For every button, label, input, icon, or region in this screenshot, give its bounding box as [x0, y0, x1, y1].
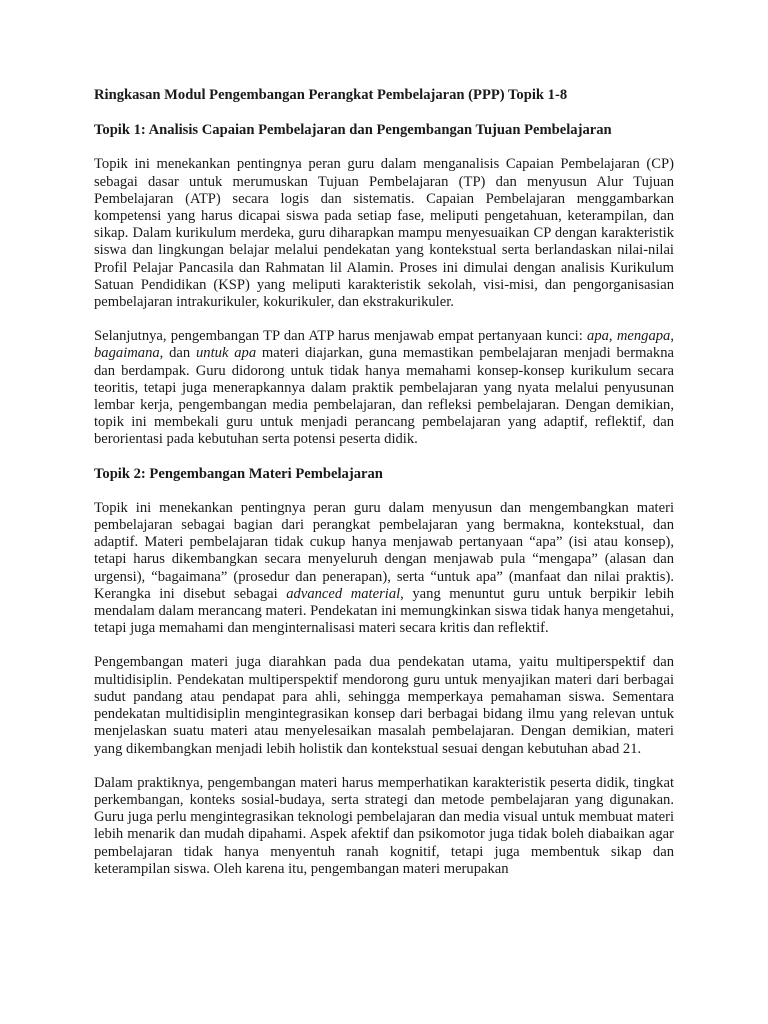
text-run: , yang menuntut guru untuk berpikir lebih mendalam dalam merancang materi. Pendekatan ini memungkinkan siswa tidak hanya mengetahui, tetapi juga memahami dan menginternalisasi materi secara kritis dan reflektif.	[94, 585, 674, 637]
text-run: ,	[670, 328, 674, 345]
document-page	[94, 87, 674, 895]
text-run: Topik ini menekankan pentingnya peran guru dalam menyusun dan mengembangkan materi pembelajaran sebagai bagian dari perangkat pembelajaran yang bermakna, kontekstual, dan adaptif. Materi pembelajaran tidak cukup hanya menjawab pertanyaan “apa” (isi atau konsep), tetapi harus dikembangkan secara menyeluruh dengan menjawab pula “mengapa” (alasan dan urgensi), “bagaimana” (prosedur dan penerapan), serta “untuk apa” (manfaat dan nilai praktis). Kerangka ini disebut sebagai	[94, 499, 674, 602]
document-title: Ringkasan Modul Pengembangan Perangkat Pembelajaran (PPP) Topik 1-8	[94, 87, 568, 103]
text-run: , dan	[159, 345, 196, 362]
text-run: materi diajarkan, guna memastikan pembelajaran menjadi bermakna dan berdampak. Guru didorong untuk tidak hanya memahami konsep-konsep kurikulum secara teoritis, tetapi juga menerapkannya dalam praktik pembelajaran yang nyata melalui penyusunan lembar kerja, pengembangan media pembelajaran, dan refleksi pembelajaran. Dengan demikian, topik ini membekali guru untuk menjadi perancang pembelajaran yang adaptif, reflektif, dan berorientasi pada kebutuhan serta potensi peserta didik.	[94, 345, 674, 448]
topic-2-heading: Topik 2: Pengembangan Materi Pembelajaran	[94, 465, 383, 482]
italic-term-mengapa: mengapa	[616, 328, 671, 345]
italic-term-advanced-material: advanced material	[286, 585, 401, 602]
topic-2-paragraph-2: Pengembangan materi juga diarahkan pada dua pendekatan utama, yaitu multiperspektif dan multidisiplin. Pendekatan multiperspektif mendorong guru untuk menyajikan materi dari berbagai sudut pandang atau pendapat para ahli, sehingga memperkaya pemahaman siswa. Sementara pendekatan multidisiplin mengintegrasikan konsep dari berbagai bidang ilmu yang relevan untuk menjelaskan suatu materi atau menyelesaikan masalah pembelajaran. Dengan demikian, materi yang dikembangkan menjadi lebih holistik dan kontekstual sesuai dengan kebutuhan abad 21.	[94, 654, 674, 757]
italic-term-bagaimana: bagaimana	[94, 345, 160, 362]
italic-term-untuk-apa: untuk apa	[196, 345, 257, 362]
text-run: Selanjutnya, pengembangan TP dan ATP harus menjawab empat pertanyaan kunci:	[94, 328, 588, 345]
topic-2-paragraph-3: Dalam praktiknya, pengembangan materi harus memperhatikan karakteristik peserta didik, tingkat perkembangan, konteks sosial-budaya, serta strategi dan metode pembelajaran yang digunakan. Guru juga perlu mengintegrasikan teknologi pembelajaran dan media visual untuk membuat materi lebih menarik dan mudah dipahami. Aspek afektif dan psikomotor juga tidak boleh diabaikan agar pembelajaran tidak hanya menyentuh ranah kognitif, tetapi juga membentuk sikap dan keterampilan siswa. Oleh karena itu, pengembangan materi merupakan	[94, 774, 674, 877]
topic-1-paragraph-1: Topik ini menekankan pentingnya peran guru dalam menganalisis Capaian Pembelajaran (CP) sebagai dasar untuk merumuskan Tujuan Pembelajaran (TP) dan menyusun Alur Tujuan Pembelajaran (ATP) secara logis dan sistematis. Capaian Pembelajaran menggambarkan kompetensi yang harus dicapai siswa pada setiap fase, meliputi pengetahuan, keterampilan, dan sikap. Dalam kurikulum merdeka, guru diharapkan mampu menyesuaikan CP dengan karakteristik siswa dan lingkungan belajar melalui pendekatan yang kontekstual serta berlandaskan nilai-nilai Profil Pelajar Pancasila dan Rahmatan lil Alamin. Proses ini dimulai dengan analisis Kurikulum Satuan Pendidikan (KSP) yang meliputi karakteristik sekolah, visi-misi, dan pengorganisasian pembelajaran intrakurikuler, kokurikuler, dan ekstrakurikuler.	[94, 156, 674, 311]
topic-1-heading: Topik 1: Analisis Capaian Pembelajaran dan Pengembangan Tujuan Pembelajaran	[94, 122, 612, 139]
topic-1-paragraph-2	[94, 328, 674, 448]
italic-term-apa: apa	[587, 328, 609, 345]
text-run: ,	[608, 328, 617, 345]
topic-2-paragraph-1	[94, 500, 674, 638]
